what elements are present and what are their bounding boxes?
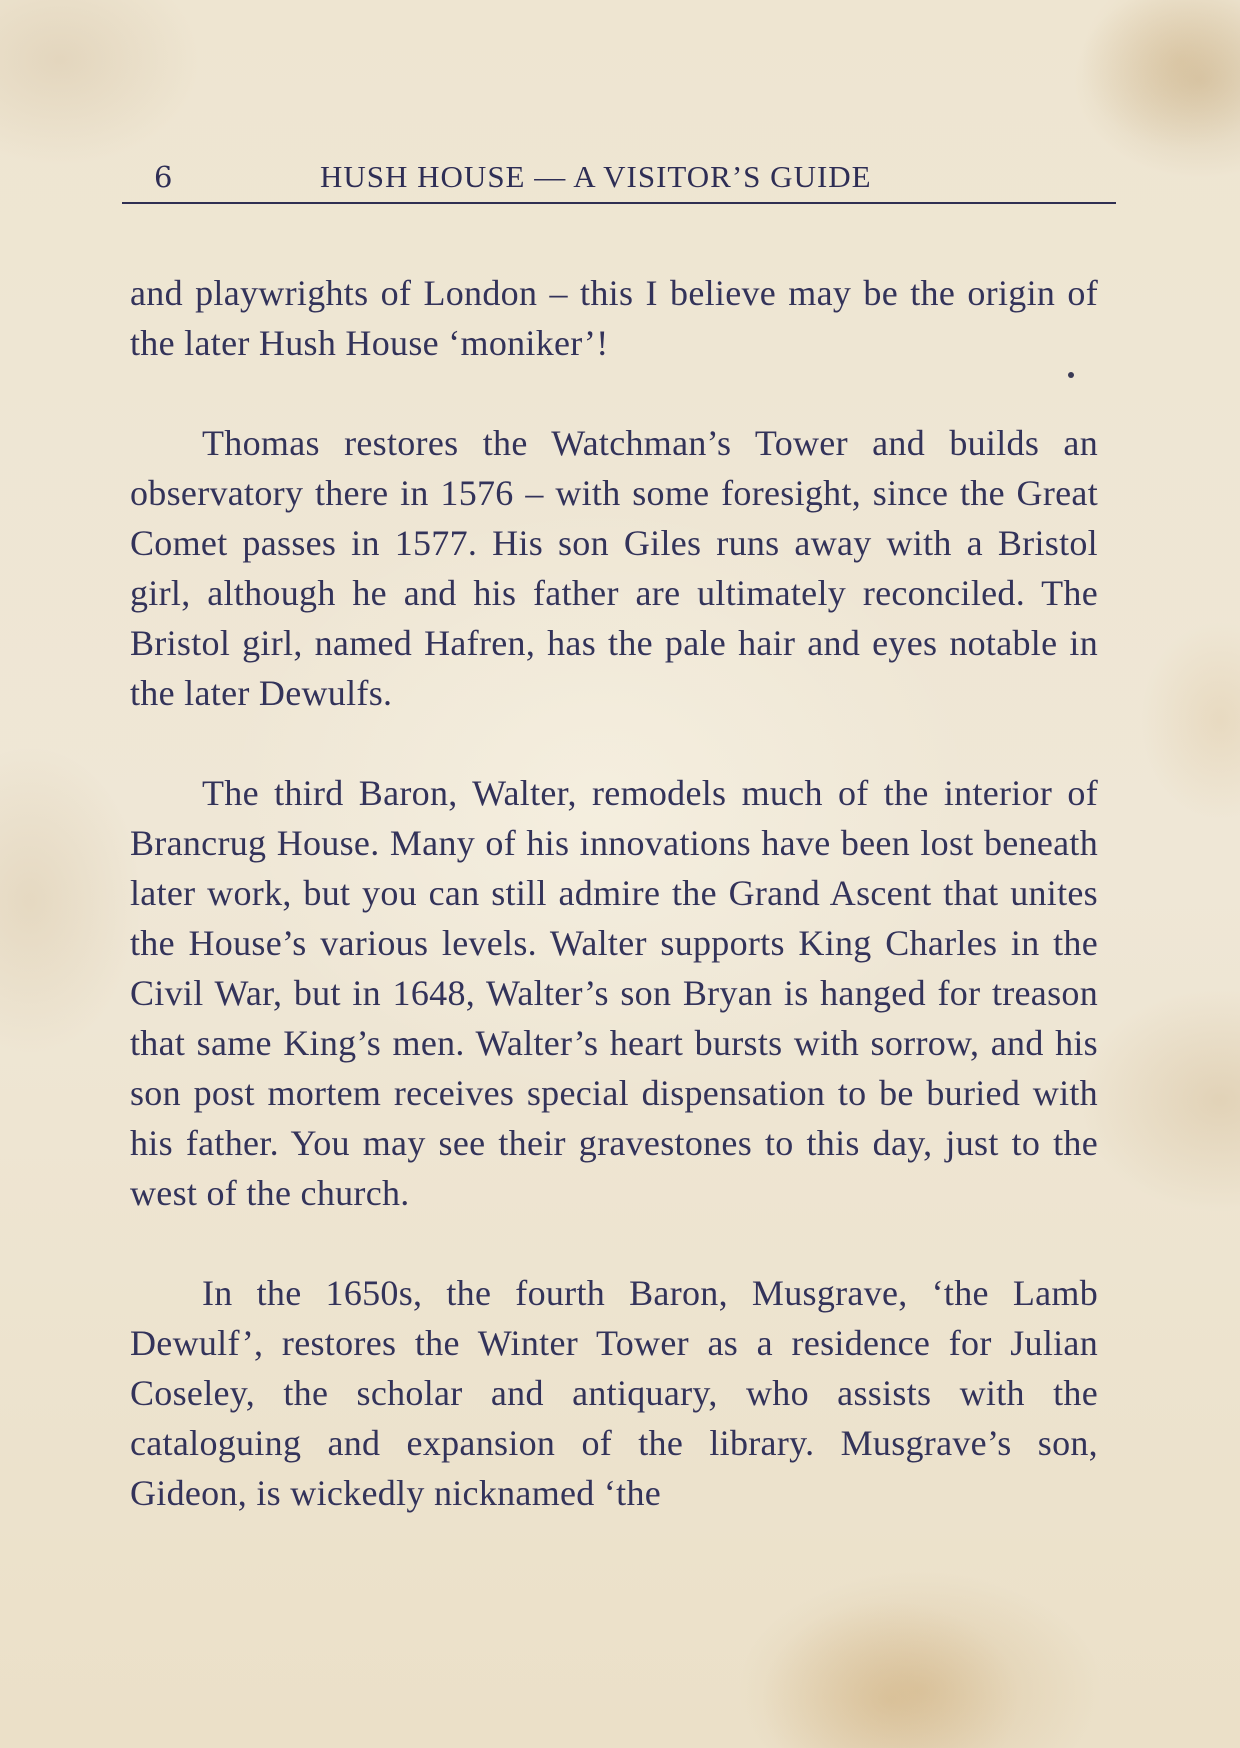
paragraph: The third Baron, Walter, remodels much of the interior of Brancrug House. Many of his innovations have been lost beneath later work, but you can still admire the Grand Ascent that unites the House’s various levels. Walter supports King Charles in the Civil War, but in 1648, Walter’s son Bryan is hanged for treason that same King’s men. Walter’s heart bursts with sorrow, and his son post mortem receives special dispensation to be buried with his father. You may see their gravestones to this day, just to the west of the church. (130, 773, 1098, 1213)
paragraph: In the 1650s, the fourth Baron, Musgrave, ‘the Lamb Dewulf’, restores the Winter Tower as a residence for Julian Coseley, the scholar and antiquary, who assists with the cataloguing and expansion of the library. Musgrave’s son, Gideon, is wickedly nicknamed ‘the (130, 1273, 1098, 1513)
paper-stain (1080, 0, 1240, 150)
paragraph: and playwrights of London – this I believe may be the origin of the later Hush House ‘moniker’! (130, 273, 1098, 363)
page-number: 6 (154, 160, 173, 194)
body-text (130, 268, 1098, 1568)
paper-stain (1140, 620, 1240, 820)
paragraph: Thomas restores the Watchman’s Tower and builds an observatory there in 1576 – with some foresight, since the Great Comet passes in 1577. His son Giles runs away with a Bristol girl, although he and his father are ultimately reconciled. The Bristol girl, named Hafren, has the pale hair and eyes notable in the later Dewulfs. (130, 423, 1098, 713)
paper-stain (760, 1600, 1020, 1748)
running-header (122, 158, 1116, 204)
running-title: HUSH HOUSE — A VISITOR’S GUIDE (320, 159, 872, 194)
